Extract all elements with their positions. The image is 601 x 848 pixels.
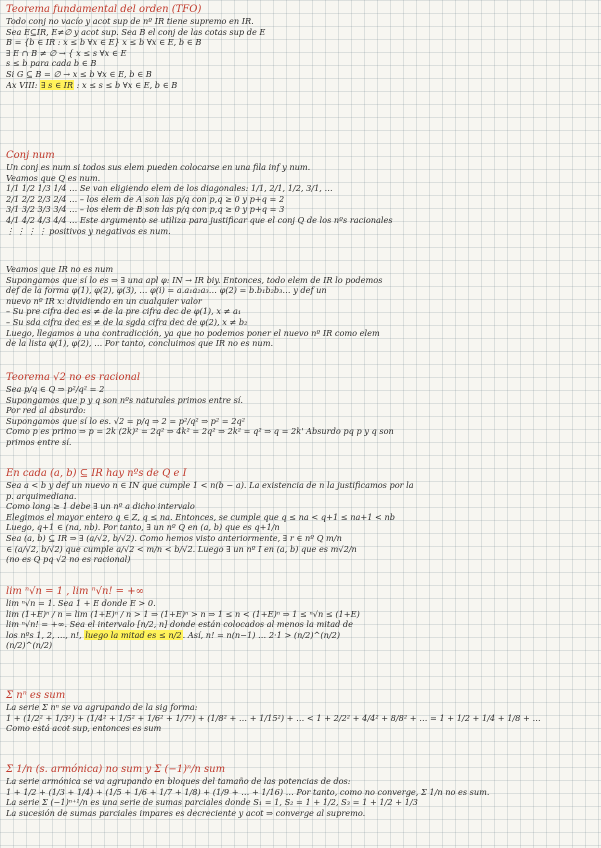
text-line: Un conj es num si todos sus elem pueden colocarse en una fila inf y num. [6, 162, 311, 172]
text-line: Sea E⊆IR, E≠∅ y acot sup. Sea B el conj de las cotas sup de E [6, 26, 266, 37]
text-line: B = {b ∈ IR : x ≤ b ∀x ∈ E} x ≤ b ∀x ∈ E, b ∈ B [6, 37, 202, 48]
section-ir-no-num [6, 264, 596, 349]
text-line: – Su pre cifra dec es ≠ de la pre cifra dec de φ(1), x ≠ a₁ [6, 306, 242, 317]
text-line: lim (1+E)ⁿ / n = lim (1+E)ⁿ / n > 1 ⇒ (1+E)ⁿ > n ⇒ 1 ≤ n < (1+E)ⁿ ⇒ 1 ≤ ⁿ√n ≤ (1+E) [6, 608, 360, 619]
text-line: 3/1 3/2 3/3 3/4 … – los elem de B son las p/q con p,q ≥ 0 y p+q = 3 [6, 204, 285, 215]
text-line: – Su sda cifra dec es ≠ de la sgda cifra dec de φ(2), x ≠ b₂ [6, 316, 248, 327]
section-intervalo [6, 468, 596, 565]
text-line: lim ⁿ√n! = +∞. Sea el intervalo [n/2, n] donde están colocados al menos la mitad de [6, 619, 354, 630]
text-line: Como p es primo ⇒ p = 2k (2k)² = 2q² ⇒ 4k² = 2q² ⇒ 2k² = q² ⇒ q = 2k' Absurdo pq p y q son [6, 426, 394, 437]
section-limites [6, 586, 596, 651]
highlighted-text: ∃ s ∈ IR [41, 79, 74, 90]
text-line: los nºs 1, 2, …, n!, luego la mitad es ≤ n/2. Así, n! = n(n−1) … 2·1 > (n/2)^(n/2) [6, 629, 341, 640]
section-conj-num [6, 150, 596, 236]
text-line: Sea (a, b) ⊆ IR ⇒ ∃ (a/√2, b/√2). Como hemos visto anteriormente, ∃ r ∈ nº Q m/n [6, 532, 342, 543]
text-line: Supongamos que sí lo es ⇒ ∃ una apl φ: IN → IR biy. Entonces, todo elem de IR lo podemos [6, 274, 383, 285]
text-line: Sea a < b y def un nuevo n ∈ IN que cumple 1 < n(b − a). La existencia de n la justificamos por la [6, 480, 414, 490]
section-zn [6, 690, 596, 734]
text-line: Luego, q+1 ∈ (na, nb). Por tanto, ∃ un nº Q en (a, b) que es q+1/n [6, 522, 280, 533]
highlighted-text: luego la mitad es ≤ n/2 [85, 629, 182, 640]
text-line: Supongamos que p y q son nºs naturales primos entre sí. [6, 394, 244, 405]
text-line: p. arquimediana. [6, 490, 77, 501]
text-line: La sucesión de sumas parciales impares es decreciente y acot ⇒ converge al supremo. [6, 807, 366, 818]
text-line: 2/1 2/2 2/3 2/4 … – los elem de A son las p/q con p,q ≥ 0 y p+q = 2 [6, 193, 285, 204]
text-line: Elegimos el mayor entero q ∈ Z, q ≤ na. Entonces, se cumple que q ≤ na < q+1 ≤ na+1 < nb [6, 511, 396, 522]
section-tfo [6, 4, 596, 90]
text-line: La serie armónica se va agrupando en bloques del tamaño de las potencias de dos: [6, 776, 351, 786]
text-line: Si G ⊆ B = ∅ → x ≤ b ∀x ∈ E, b ∈ B [6, 68, 152, 79]
text-line: Todo conj no vacío y acot sup de nº IR tiene supremo en IR. [6, 16, 254, 26]
section-title: Teorema fundamental del orden (TFO) [6, 4, 202, 15]
text-line: de la lista φ(1), φ(2), … Por tanto, concluimos que IR no es num. [6, 338, 274, 349]
text-line: ⋮ ⋮ ⋮ ⋮ positivos y negativos es num. [6, 225, 171, 236]
text-line: lim ⁿ√n = 1. Sea 1 + E donde E > 0. [6, 598, 156, 608]
text-line: Supongamos que sí lo es. √2 = p/q ⇒ 2 = p²/q² ⇒ p² = 2q² [6, 415, 245, 426]
text-line: s ≤ b para cada b ∈ B [6, 58, 97, 69]
text-line: La serie Σ (−1)ⁿ⁺¹/n es una serie de sumas parciales donde S₁ = 1, S₂ = 1 + 1/2, S₃ = 1 + 1/2 + 1/3 [6, 797, 418, 808]
text-line: ∈ (a/√2, b/√2) que cumple a/√2 < m/n < b/√2. Luego ∃ un nº I en (a, b) que es m√2/n [6, 543, 357, 554]
text-line: Como está acot sup, entonces es sum [6, 723, 162, 734]
text-line: (no es Q pq √2 no es racional) [6, 554, 131, 565]
section-title: Σ nⁿ es sum [6, 690, 66, 701]
section-title: Teorema √2 no es racional [6, 372, 141, 383]
section-title: Σ 1/n (s. armónica) no sum y Σ (−1)ⁿ/n sum [6, 764, 226, 775]
text-line: primos entre sí. [6, 436, 72, 447]
text-line: 1/1 1/2 1/3 1/4 … Se van eligiendo elem de los diagonales: 1/1, 2/1, 1/2, 3/1, … [6, 183, 333, 194]
text-line: 4/1 4/2 4/3 4/4 … Este argumento se utiliza para justificar que el conj Q de los nºs racionales [6, 214, 393, 225]
text-line: 1 + (1/2² + 1/3²) + (1/4² + 1/5² + 1/6² + 1/7²) + (1/8² + … + 1/15²) + … < 1 + 2/2² + 4/4² + 8/8² + … = 1 + 1/2 + 1/4 + 1/8 + … [6, 712, 541, 723]
text-line: (n/2)^(n/2) [6, 640, 53, 651]
text-line: Luego, llegamos a una contradicción, ya que no podemos poner el nuevo nº IR como elem [6, 327, 380, 338]
section-raiz2 [6, 372, 596, 448]
text-line: ∃ E ∩ B ≠ ∅ → { x ≤ s ∀x ∈ E [6, 47, 127, 58]
text-line: Por red al absurdo: [6, 405, 86, 416]
section-title: lim ⁿ√n = 1 , lim ⁿ√n! = +∞ [6, 586, 144, 597]
section-armonica [6, 764, 596, 818]
text-line: def de la forma φ(1), φ(2), φ(3), … φ(i) = a.a₁a₂a₃… φ(2) = b.b₁b₂b₃… y def un [6, 285, 327, 296]
text-line: Ax VIII: ∃ s ∈ IR : x ≤ s ≤ b ∀x ∈ E, b ∈ B [6, 79, 178, 90]
section-title: En cada (a, b) ⊆ IR hay nºs de Q e I [6, 468, 187, 479]
text-line: Como long ≥ 1 debe ∃ un nº a dicho intervalo [6, 501, 195, 512]
text-line: Veamos que Q es num. [6, 172, 101, 183]
text-line: La serie Σ nⁿ se va agrupando de la sig forma: [6, 702, 198, 712]
text-line: 1 + 1/2 + (1/3 + 1/4) + (1/5 + 1/6 + 1/7 + 1/8) + (1/9 + … + 1/16) … Por tanto, como no converge, Σ 1/n no es sum. [6, 786, 490, 797]
text-line: nuevo nº IR x: dividiendo en un cualquier valor [6, 295, 202, 306]
text-line: Veamos que IR no es num [6, 264, 114, 274]
section-title: Conj num [6, 150, 55, 161]
text-line: Sea p/q ∈ Q ⇒ p²/q² = 2 [6, 384, 105, 394]
